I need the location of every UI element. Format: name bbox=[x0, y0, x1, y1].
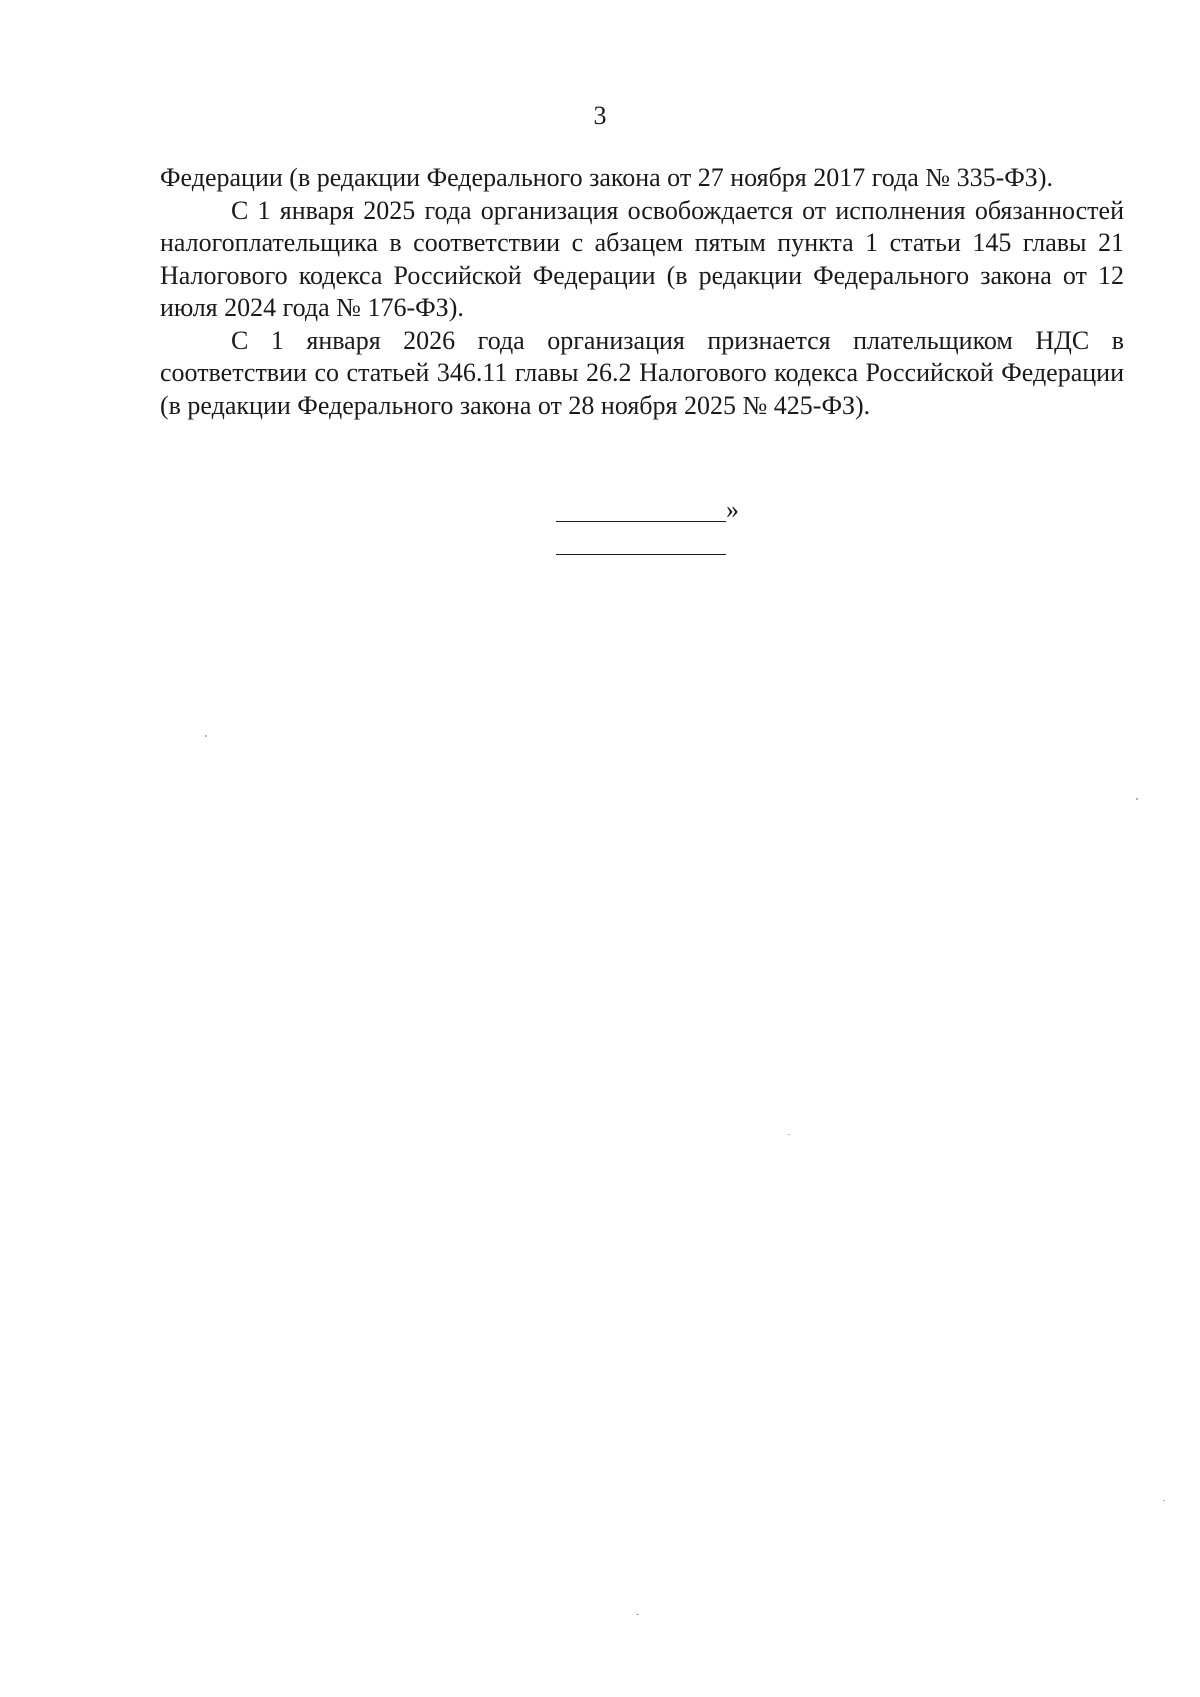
scan-speck bbox=[205, 735, 207, 737]
closing-rule-bottom bbox=[556, 554, 726, 555]
paragraph-continuation: Федерации (в редакции Федерального закона от 27 ноября 2017 года № 335-ФЗ). bbox=[160, 163, 1053, 192]
document-body bbox=[160, 162, 1124, 422]
scan-speck bbox=[1136, 798, 1138, 800]
scan-speck bbox=[1163, 1500, 1165, 1501]
closing-lines bbox=[556, 494, 756, 564]
page-number: 3 bbox=[593, 101, 607, 130]
closing-rule-top bbox=[556, 521, 726, 522]
paragraph-2026-vat-payer: С 1 января 2026 года организация признается плательщиком НДС в соответствии со статьей 346.11 главы 26.2 Налогового кодекса Российской Федерации (в редакции Федерального закона от 28 ноября 2025 № 425-ФЗ). bbox=[160, 325, 1124, 420]
scan-speck bbox=[636, 1614, 639, 1615]
paragraph-2025-exemption: С 1 января 2025 года организация освобождается от исполнения обязанностей налогоплательщика в соответствии с абзацем пятым пункта 1 статьи 145 главы 21 Налогового кодекса Российской Федерации (в редакции Федерального закона от 12 июля 2024 года № 176-ФЗ). bbox=[160, 195, 1124, 322]
scan-speck bbox=[788, 1134, 790, 1135]
closing-quote-mark: » bbox=[726, 495, 739, 524]
